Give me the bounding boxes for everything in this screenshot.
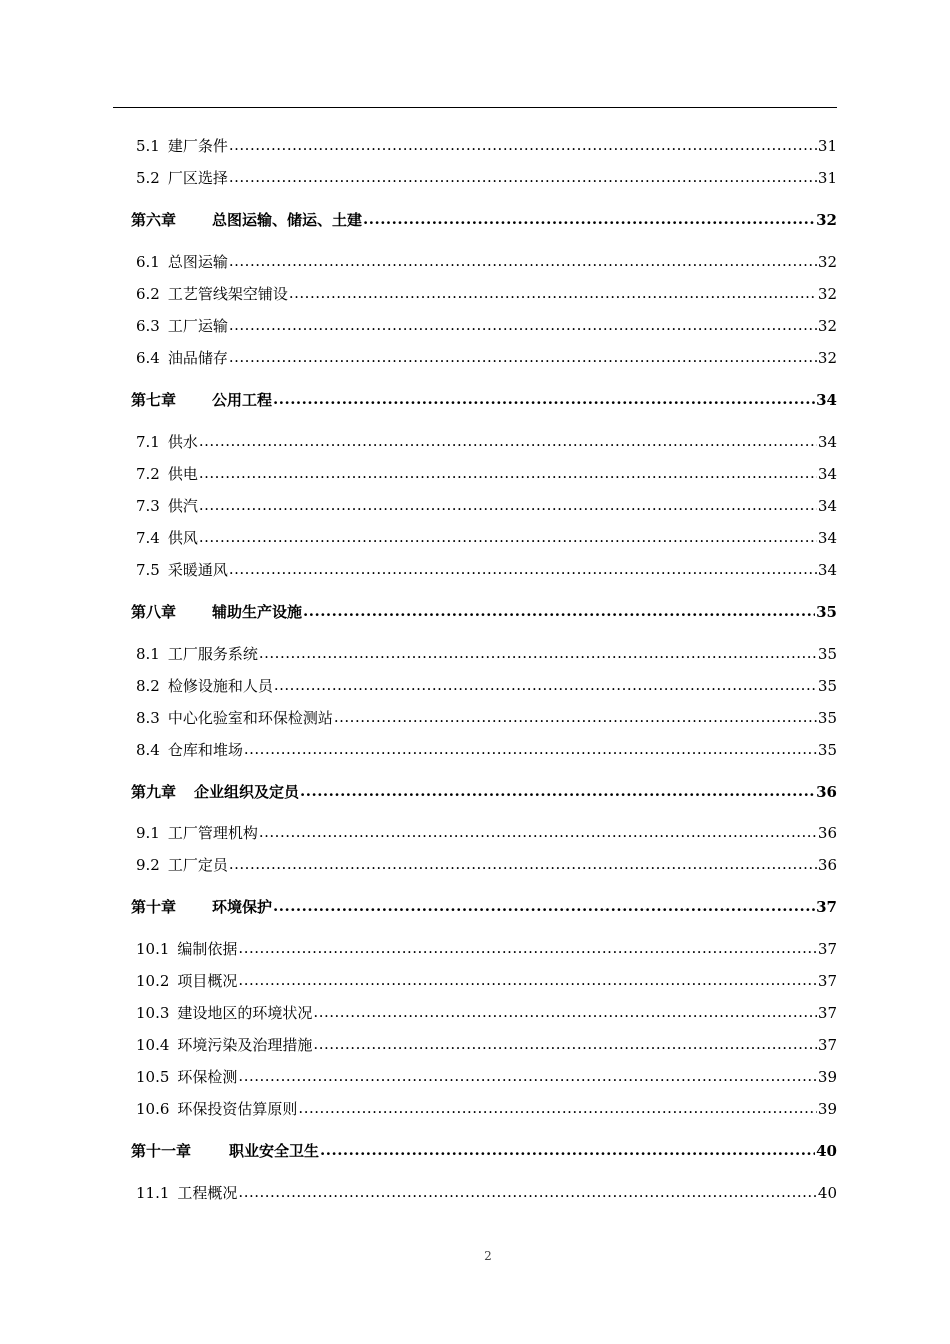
dot-leader xyxy=(273,389,815,409)
page-reference: 39 xyxy=(817,1100,837,1118)
toc-chapter-entry[interactable] xyxy=(131,1141,837,1161)
toc-section-entry[interactable] xyxy=(131,740,837,760)
toc-section-entry[interactable] xyxy=(131,1003,837,1023)
toc-section-entry[interactable] xyxy=(131,432,837,452)
chapter-number: 第六章 xyxy=(131,211,177,229)
page-reference: 34 xyxy=(816,391,837,409)
section-number: 6.3 xyxy=(136,317,160,335)
page-reference: 36 xyxy=(816,783,837,801)
section-title: 环保投资估算原则 xyxy=(177,1100,298,1118)
toc-section-entry[interactable] xyxy=(131,348,837,368)
section-number: 9.1 xyxy=(136,824,160,842)
section-title: 仓库和堆场 xyxy=(167,741,243,759)
dot-leader xyxy=(229,251,817,271)
section-number: 10.1 xyxy=(136,940,170,958)
toc-section-entry[interactable] xyxy=(131,528,837,548)
page-reference: 37 xyxy=(817,972,837,990)
section-title: 工厂定员 xyxy=(167,856,228,874)
page-reference: 34 xyxy=(817,465,837,483)
section-title: 建设地区的环境状况 xyxy=(177,1004,313,1022)
chapter-title: 辅助生产设施 xyxy=(212,603,303,621)
chapter-title: 总图运输、储运、土建 xyxy=(212,211,363,229)
dot-leader xyxy=(229,559,817,579)
section-number: 6.2 xyxy=(136,285,160,303)
toc-section-entry[interactable] xyxy=(131,1035,837,1055)
dot-leader xyxy=(289,283,817,303)
chapter-title: 职业安全卫生 xyxy=(229,1142,320,1160)
page-reference: 35 xyxy=(816,603,837,621)
section-title: 检修设施和人员 xyxy=(167,677,273,695)
page-reference: 39 xyxy=(817,1068,837,1086)
dot-leader xyxy=(238,1182,816,1202)
dot-leader xyxy=(238,970,816,990)
section-number: 8.2 xyxy=(136,677,160,695)
toc-chapter-entry[interactable] xyxy=(131,602,837,622)
section-number: 6.1 xyxy=(136,253,160,271)
dot-leader xyxy=(229,315,817,335)
toc-chapter-entry[interactable] xyxy=(131,897,837,917)
page-reference: 40 xyxy=(817,1184,837,1202)
section-title: 供水 xyxy=(167,433,198,451)
dot-leader xyxy=(229,854,817,874)
dot-leader xyxy=(363,209,815,229)
section-title: 中心化验室和环保检测站 xyxy=(167,709,333,727)
dot-leader xyxy=(199,527,817,547)
dot-leader xyxy=(303,601,815,621)
section-title: 编制依据 xyxy=(177,940,238,958)
section-title: 供电 xyxy=(167,465,198,483)
section-number: 7.4 xyxy=(136,529,160,547)
page-reference: 34 xyxy=(817,529,837,547)
chapter-title: 企业组织及定员 xyxy=(194,783,300,801)
dot-leader xyxy=(259,822,817,842)
section-title: 工厂管理机构 xyxy=(167,824,258,842)
toc-section-entry[interactable] xyxy=(131,676,837,696)
section-number: 6.4 xyxy=(136,349,160,367)
toc-section-entry[interactable] xyxy=(131,939,837,959)
page-reference: 32 xyxy=(816,211,837,229)
dot-leader xyxy=(238,1066,816,1086)
dot-leader xyxy=(199,495,817,515)
section-title: 项目概况 xyxy=(177,972,238,990)
page-reference: 35 xyxy=(817,677,837,695)
section-title: 工程概况 xyxy=(177,1184,238,1202)
page-number: 2 xyxy=(484,1249,492,1263)
toc-section-entry[interactable] xyxy=(131,284,837,304)
toc-section-entry[interactable] xyxy=(131,1067,837,1087)
dot-leader xyxy=(273,896,815,916)
toc-section-entry[interactable] xyxy=(131,823,837,843)
chapter-number: 第八章 xyxy=(131,603,177,621)
page-reference: 34 xyxy=(817,433,837,451)
section-number: 11.1 xyxy=(136,1184,170,1202)
section-number: 10.2 xyxy=(136,972,170,990)
dot-leader xyxy=(229,135,817,155)
toc-section-entry[interactable] xyxy=(131,708,837,728)
chapter-number: 第十一章 xyxy=(131,1142,192,1160)
page-reference: 32 xyxy=(817,317,837,335)
page-reference: 37 xyxy=(817,1004,837,1022)
header-rule xyxy=(113,107,837,108)
page-reference: 36 xyxy=(817,856,837,874)
section-number: 10.5 xyxy=(136,1068,170,1086)
dot-leader xyxy=(313,1034,816,1054)
section-number: 8.4 xyxy=(136,741,160,759)
toc-section-entry[interactable] xyxy=(131,1099,837,1119)
page-reference: 35 xyxy=(817,645,837,663)
toc-chapter-entry[interactable] xyxy=(131,390,837,410)
dot-leader xyxy=(238,938,816,958)
dot-leader xyxy=(199,463,817,483)
page-reference: 37 xyxy=(816,898,837,916)
toc-section-entry[interactable] xyxy=(131,644,837,664)
section-number: 5.2 xyxy=(136,169,160,187)
dot-leader xyxy=(274,675,817,695)
section-title: 工艺管线架空铺设 xyxy=(167,285,288,303)
page-reference: 34 xyxy=(817,497,837,515)
section-title: 油品储存 xyxy=(167,349,228,367)
page-reference: 40 xyxy=(816,1142,837,1160)
page-reference: 32 xyxy=(817,253,837,271)
section-title: 建厂条件 xyxy=(167,137,228,155)
section-title: 供汽 xyxy=(167,497,198,515)
dot-leader xyxy=(199,431,817,451)
dot-leader xyxy=(259,643,817,663)
section-number: 7.2 xyxy=(136,465,160,483)
section-title: 厂区选择 xyxy=(167,169,228,187)
section-number: 8.1 xyxy=(136,645,160,663)
section-title: 采暖通风 xyxy=(167,561,228,579)
chapter-title: 环境保护 xyxy=(212,898,273,916)
toc-section-entry[interactable] xyxy=(131,464,837,484)
toc-section-entry[interactable] xyxy=(131,560,837,580)
section-title: 环保检测 xyxy=(177,1068,238,1086)
section-title: 总图运输 xyxy=(167,253,228,271)
chapter-number: 第七章 xyxy=(131,391,177,409)
chapter-title: 公用工程 xyxy=(212,391,273,409)
page-reference: 32 xyxy=(817,285,837,303)
section-number: 10.3 xyxy=(136,1004,170,1022)
page-reference: 35 xyxy=(817,709,837,727)
toc-section-entry[interactable] xyxy=(131,971,837,991)
page-reference: 32 xyxy=(817,349,837,367)
page-reference: 37 xyxy=(817,940,837,958)
section-number: 5.1 xyxy=(136,137,160,155)
dot-leader xyxy=(244,739,817,759)
chapter-number: 第十章 xyxy=(131,898,177,916)
section-number: 7.5 xyxy=(136,561,160,579)
toc-chapter-entry[interactable] xyxy=(131,782,837,802)
section-number: 10.4 xyxy=(136,1036,170,1054)
dot-leader xyxy=(313,1002,816,1022)
section-number: 10.6 xyxy=(136,1100,170,1118)
section-number: 7.1 xyxy=(136,433,160,451)
toc-section-entry[interactable] xyxy=(131,252,837,272)
dot-leader xyxy=(229,167,817,187)
page-reference: 36 xyxy=(817,824,837,842)
section-title: 工厂服务系统 xyxy=(167,645,258,663)
section-number: 9.2 xyxy=(136,856,160,874)
dot-leader xyxy=(300,781,815,801)
section-number: 7.3 xyxy=(136,497,160,515)
toc-section-entry[interactable] xyxy=(131,168,837,188)
toc-chapter-entry[interactable] xyxy=(131,210,837,230)
page-reference: 35 xyxy=(817,741,837,759)
chapter-number: 第九章 xyxy=(131,783,177,801)
dot-leader xyxy=(320,1140,815,1160)
section-title: 环境污染及治理措施 xyxy=(177,1036,313,1054)
page-reference: 34 xyxy=(817,561,837,579)
dot-leader xyxy=(229,347,817,367)
dot-leader xyxy=(298,1098,816,1118)
dot-leader xyxy=(334,707,817,727)
section-number: 8.3 xyxy=(136,709,160,727)
toc-section-entry[interactable] xyxy=(131,855,837,875)
page-reference: 31 xyxy=(817,169,837,187)
section-title: 供风 xyxy=(167,529,198,547)
toc-section-entry[interactable] xyxy=(131,1183,837,1203)
toc-section-entry[interactable] xyxy=(131,136,837,156)
section-title: 工厂运输 xyxy=(167,317,228,335)
toc-section-entry[interactable] xyxy=(131,496,837,516)
page-reference: 31 xyxy=(817,137,837,155)
toc-section-entry[interactable] xyxy=(131,316,837,336)
page-reference: 37 xyxy=(817,1036,837,1054)
